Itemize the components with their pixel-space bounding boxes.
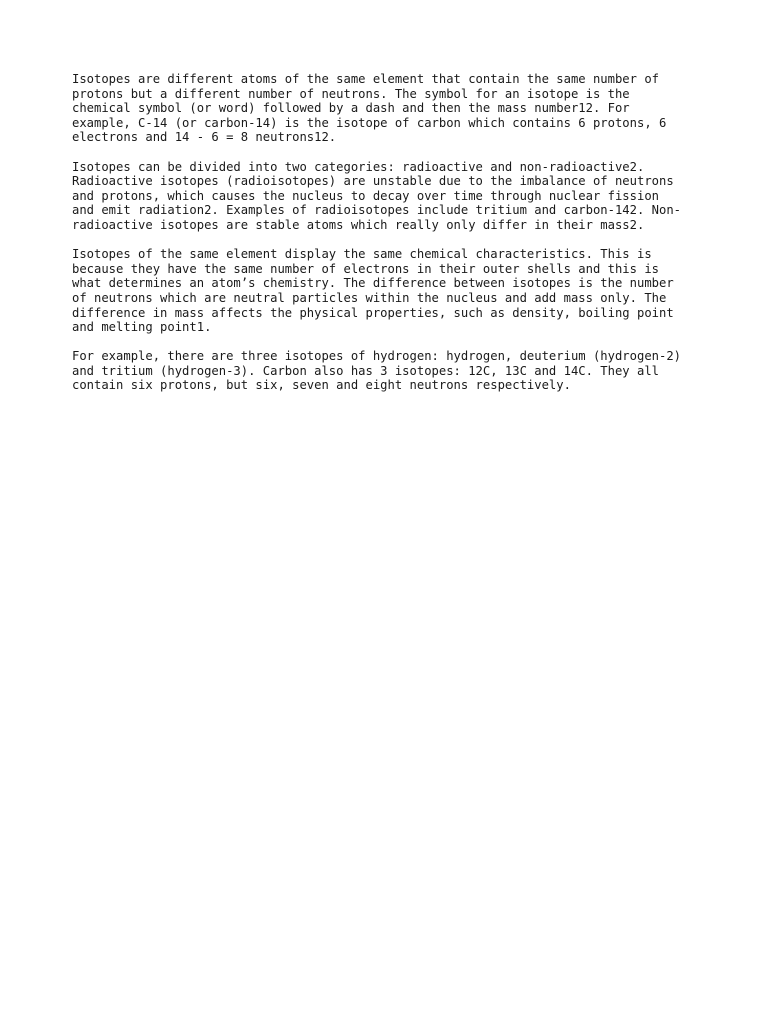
paragraph-chemical-characteristics: Isotopes of the same element display the same chemical characteristics. This is because they have the same number of electrons in their outer shells and this is what determines an atom’s chemistry. The difference between isotopes is the number of neutrons which are neutral particles within the nucleus and add mass only. The difference in mass affects the physical properties, such as density, boiling point and melting point1. <box>72 247 674 335</box>
paragraph-isotope-categories: Isotopes can be divided into two categories: radioactive and non-radioactive2. Radioactive isotopes (radioisotopes) are unstable due to the imbalance of neutrons and protons, which causes the nucleus to decay over time through nuclear fission and emit radiation2. Examples of radioisotopes include tritium and carbon-142. Non- radioactive isotopes are stable atoms which really only differ in their mass2. <box>72 159 682 232</box>
paragraph-hydrogen-carbon-examples: For example, there are three isotopes of hydrogen: hydrogen, deuterium (hydrogen-2) and tritium (hydrogen-3). Carbon also has 3 isotopes: 12C, 13C and 14C. They all contain six protons, but six, seven and eight neutrons respectively. <box>72 349 682 393</box>
paragraph-isotope-definition: Isotopes are different atoms of the same element that contain the same number of protons but a different number of neutrons. The symbol for an isotope is the chemical symbol (or word) followed by a dash and then the mass number12. For example, C-14 (or carbon-14) is the isotope of carbon which contains 6 protons, 6 electrons and 14 - 6 = 8 neutrons12. <box>72 72 667 145</box>
document-body <box>72 72 702 408</box>
